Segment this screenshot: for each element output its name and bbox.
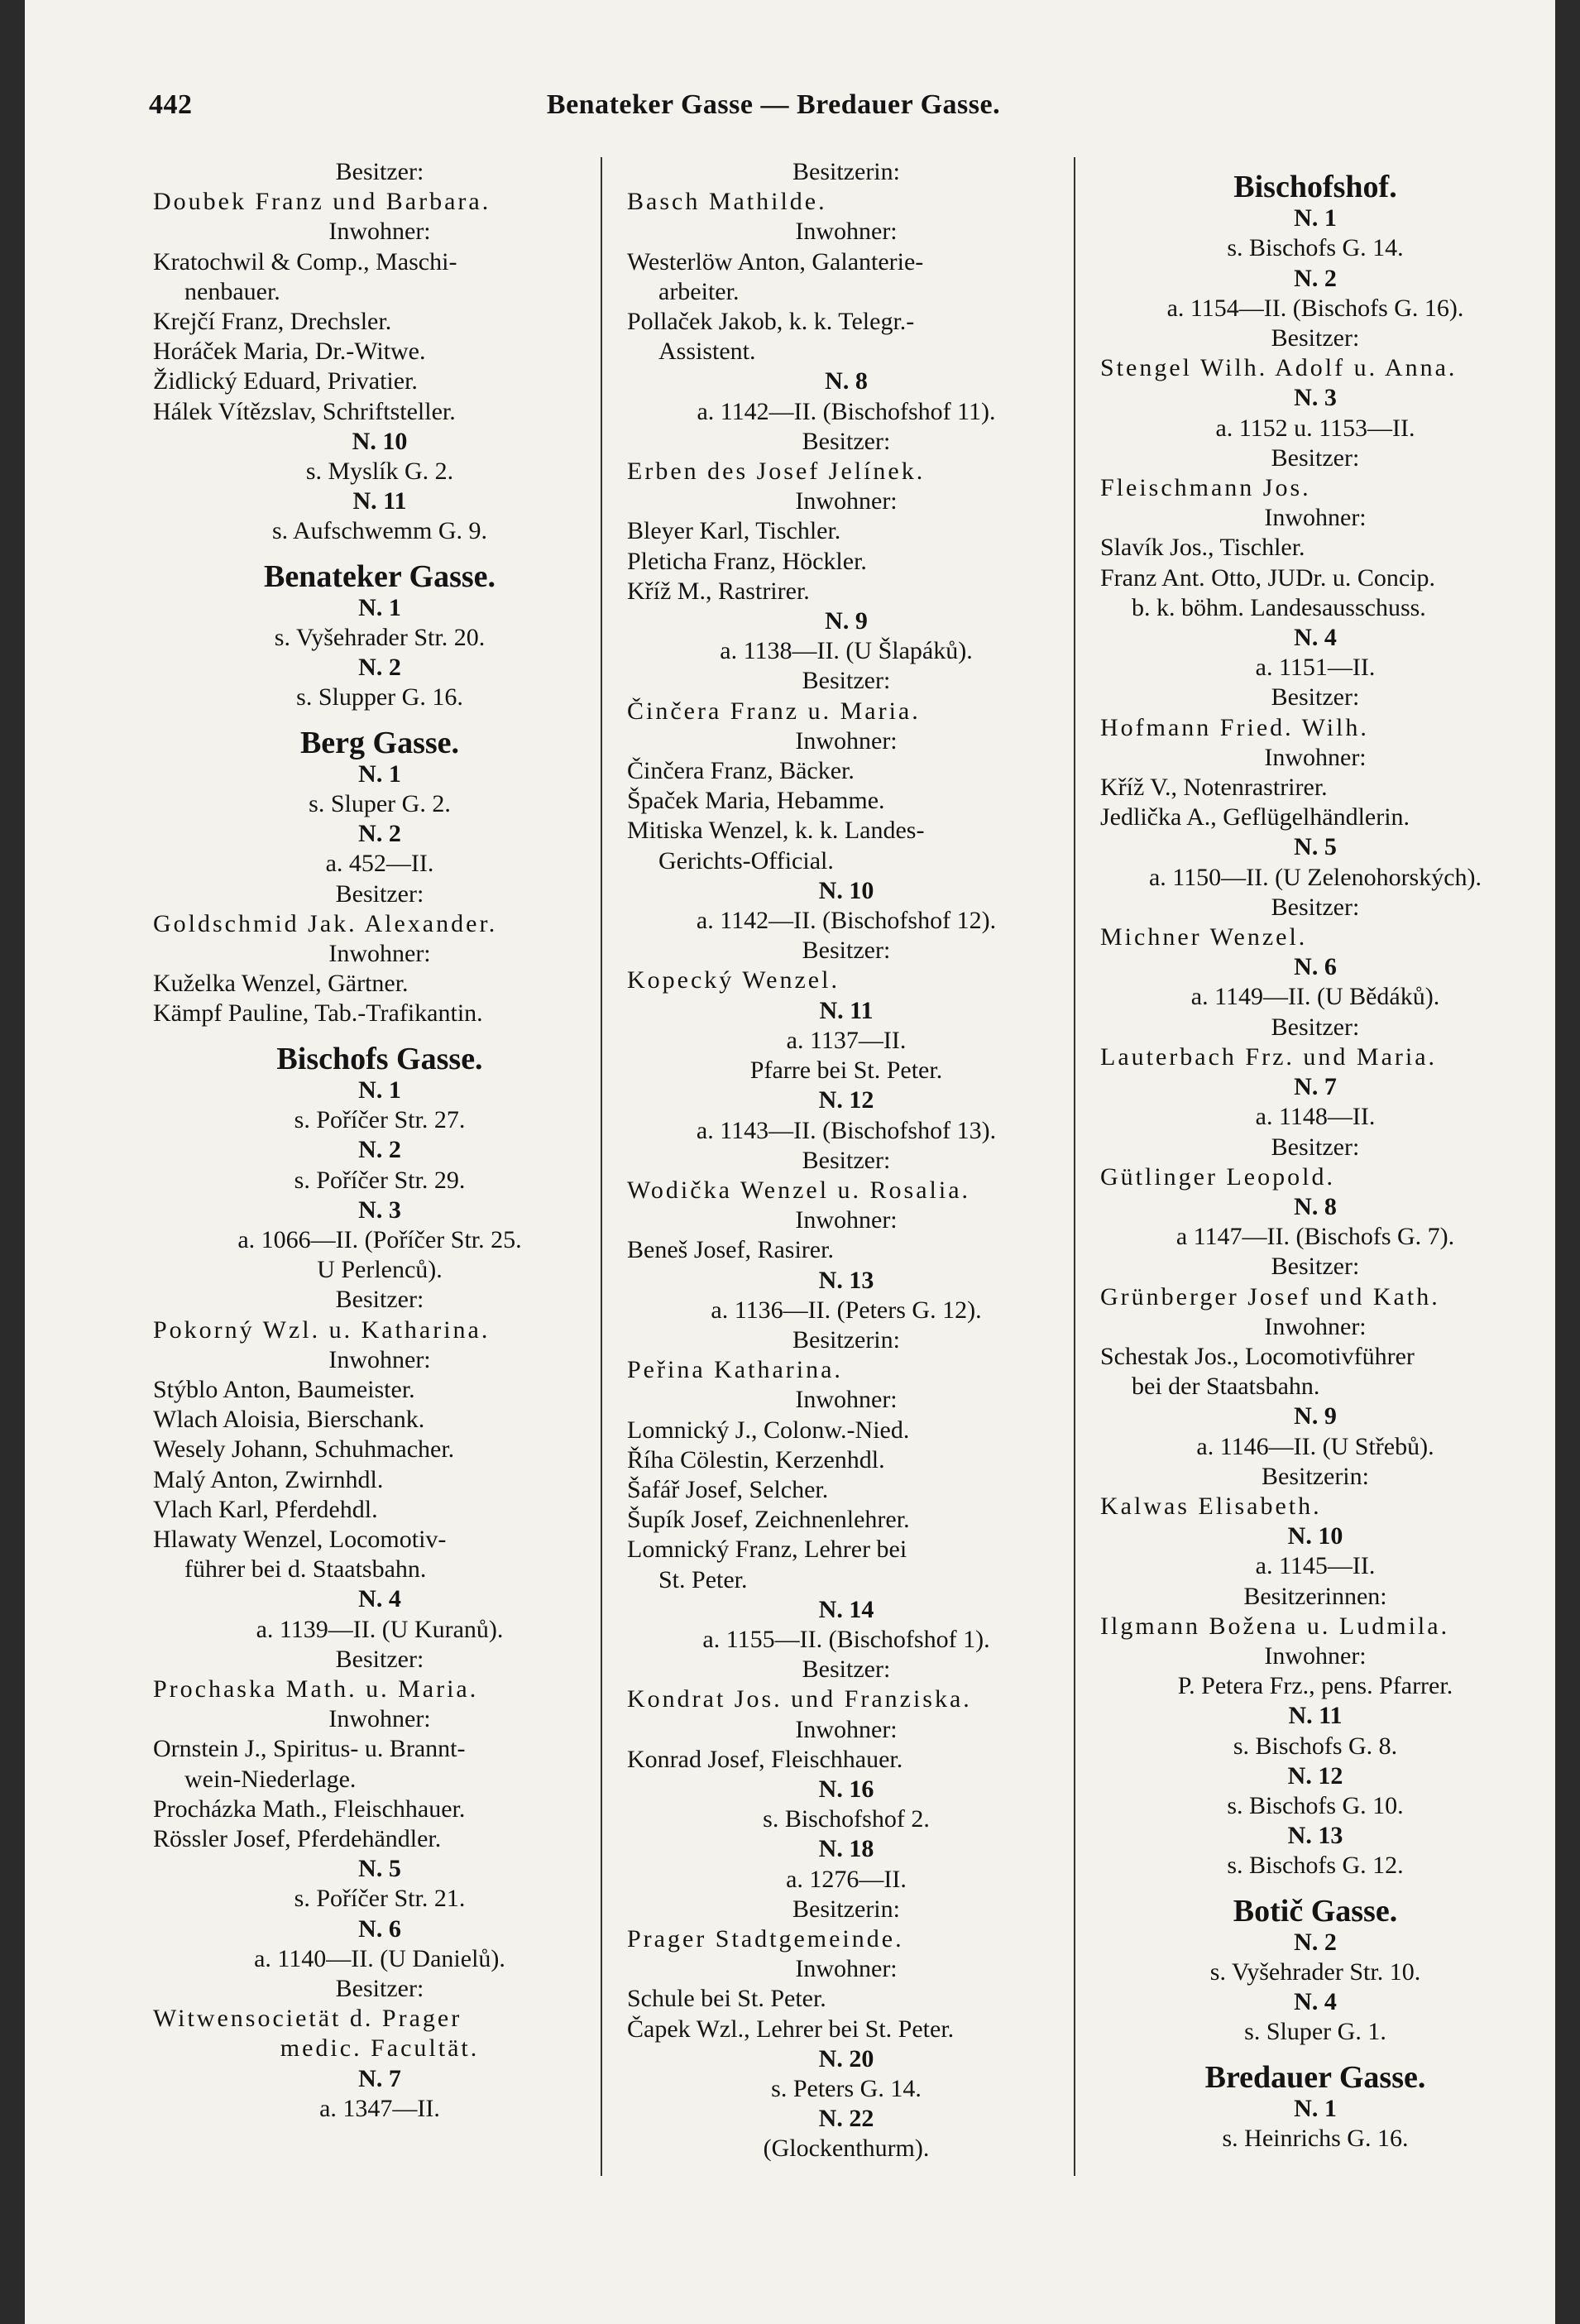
street-heading: Botič Gasse. bbox=[1233, 1893, 1398, 1929]
house-number: N. 3 bbox=[358, 1196, 401, 1224]
column-3 bbox=[1074, 157, 1530, 2176]
owner-name: Basch Mathilde. bbox=[627, 188, 827, 216]
entry-line: Lomnický J., Colonw.-Nied. bbox=[627, 1416, 910, 1444]
entry-label: Besitzerin: bbox=[792, 1895, 900, 1923]
entry-line: Slavík Jos., Tischler. bbox=[1100, 534, 1305, 562]
house-number: N. 9 bbox=[1294, 1402, 1337, 1430]
entry-label: s. Bischofshof 2. bbox=[763, 1805, 930, 1833]
entry-label: a. 1148—II. bbox=[1255, 1103, 1376, 1131]
house-number: N. 1 bbox=[358, 759, 401, 788]
entry-line: Procházka Math., Fleischhauer. bbox=[153, 1795, 466, 1823]
entry-label: Besitzer: bbox=[802, 1656, 891, 1684]
entry-label: s. Myslík G. 2. bbox=[305, 458, 454, 486]
entry-line: Malý Anton, Zwirnhdl. bbox=[153, 1465, 384, 1493]
entry-line: Franz Ant. Otto, JUDr. u. Concip. bbox=[1100, 563, 1435, 592]
entry-line: Mitiska Wenzel, k. k. Landes- bbox=[627, 817, 925, 845]
entry-line: Schule bei St. Peter. bbox=[627, 1985, 826, 2013]
entry-label: Besitzer: bbox=[1271, 893, 1360, 921]
entry-line: Kříž V., Notenrastrirer. bbox=[1100, 774, 1328, 802]
entry-label: Inwohner: bbox=[795, 1206, 898, 1234]
entry-label: a. 1143—II. (Bischofshof 13). bbox=[696, 1116, 997, 1144]
entry-label: s. Poříčer Str. 27. bbox=[294, 1106, 466, 1134]
owner-name: Wodička Wenzel u. Rosalia. bbox=[627, 1176, 971, 1204]
house-number: N. 13 bbox=[1287, 1822, 1343, 1850]
entry-label: a. 1140—II. (U Danielů). bbox=[254, 1944, 505, 1972]
house-number: N. 16 bbox=[818, 1775, 874, 1803]
entry-label: Inwohner: bbox=[328, 940, 431, 968]
street-heading: Benateker Gasse. bbox=[263, 558, 496, 594]
entry-label: Besitzer: bbox=[1271, 1133, 1360, 1161]
house-number: N. 1 bbox=[358, 1076, 401, 1104]
entry-line: b. k. böhm. Landesausschuss. bbox=[1132, 593, 1426, 621]
entry-line: Jedlička A., Geflügelhändlerin. bbox=[1100, 803, 1410, 831]
entry-line: Rössler Josef, Pferdehändler. bbox=[153, 1824, 442, 1852]
entry-label: s. Sluper G. 1. bbox=[1244, 2018, 1386, 2046]
entry-label: Besitzer: bbox=[802, 427, 891, 455]
entry-label: U Perlenců). bbox=[317, 1256, 443, 1284]
entry-line: Assistent. bbox=[658, 338, 756, 366]
entry-label: a. 452—II. bbox=[325, 850, 434, 878]
owner-name: Ilgmann Božena u. Ludmila. bbox=[1100, 1612, 1450, 1640]
entry-line: Špaček Maria, Hebamme. bbox=[627, 787, 885, 815]
entry-label: a. 1137—II. bbox=[786, 1026, 907, 1054]
owner-name: Fleischmann Jos. bbox=[1100, 474, 1311, 502]
entry-label: Besitzer: bbox=[1271, 1253, 1360, 1281]
owner-name: Witwensocietät d. Prager bbox=[153, 2005, 462, 2033]
entry-label: s. Bischofs G. 8. bbox=[1233, 1732, 1398, 1760]
page-header bbox=[149, 89, 1398, 131]
entry-label: Besitzer: bbox=[1271, 324, 1360, 352]
house-number: N. 12 bbox=[1287, 1761, 1343, 1790]
house-number: N. 18 bbox=[818, 1835, 874, 1863]
entry-line: Činčera Franz, Bäcker. bbox=[627, 757, 855, 785]
entry-label: s. Vyšehrader Str. 10. bbox=[1209, 1957, 1421, 1986]
house-number: N. 7 bbox=[358, 2064, 401, 2092]
house-number: N. 22 bbox=[818, 2105, 874, 2133]
entry-line: Pleticha Franz, Höckler. bbox=[627, 547, 867, 575]
entry-label: Besitzer: bbox=[335, 1974, 424, 2002]
house-number: N. 20 bbox=[818, 2044, 874, 2072]
entry-line: Beneš Josef, Rasirer. bbox=[627, 1236, 834, 1264]
entry-line: Vlach Karl, Pferdehdl. bbox=[153, 1495, 378, 1523]
house-number: N. 2 bbox=[358, 654, 401, 682]
house-number: N. 1 bbox=[1294, 204, 1337, 232]
owner-name: Kondrat Jos. und Franziska. bbox=[627, 1685, 972, 1713]
entry-label: Inwohner: bbox=[1264, 504, 1367, 532]
entry-label: Inwohner: bbox=[795, 218, 898, 246]
house-number: N. 5 bbox=[358, 1855, 401, 1883]
house-number: N. 3 bbox=[1294, 384, 1337, 412]
owner-name: Prager Stadtgemeinde. bbox=[627, 1924, 904, 1953]
entry-line: Lomnický Franz, Lehrer bei bbox=[627, 1536, 907, 1564]
entry-label: Inwohner: bbox=[1264, 1312, 1367, 1340]
entry-label: s. Heinrichs G. 16. bbox=[1222, 2125, 1409, 2152]
house-number: N. 4 bbox=[1294, 624, 1337, 652]
entry-label: P. Petera Frz., pens. Pfarrer. bbox=[1177, 1672, 1453, 1700]
entry-label: Inwohner: bbox=[1264, 743, 1367, 771]
entry-label: Inwohner: bbox=[328, 218, 431, 246]
entry-label: a. 1146—II. (U Střebů). bbox=[1196, 1432, 1434, 1460]
entry-label: Pfarre bei St. Peter. bbox=[749, 1057, 943, 1085]
entry-label: a. 1155—II. (Bischofshof 1). bbox=[702, 1625, 990, 1653]
owner-name: Lauterbach Frz. und Maria. bbox=[1100, 1042, 1438, 1071]
entry-line: Hálek Vítězslav, Schriftsteller. bbox=[153, 397, 456, 425]
entry-line: nenbauer. bbox=[184, 277, 280, 305]
entry-line: Horáček Maria, Dr.-Witwe. bbox=[153, 338, 426, 366]
entry-label: Besitzerin: bbox=[1262, 1462, 1369, 1490]
entry-line: Westerlöw Anton, Galanterie- bbox=[627, 247, 924, 276]
entry-label: s. Bischofs G. 12. bbox=[1227, 1852, 1404, 1880]
house-number: N. 4 bbox=[1294, 1988, 1337, 2016]
owner-name: Prochaska Math. u. Maria. bbox=[153, 1675, 479, 1703]
house-number: N. 4 bbox=[358, 1585, 401, 1613]
entry-line: Kämpf Pauline, Tab.-Trafikantin. bbox=[153, 999, 483, 1028]
entry-line: Wlach Aloisia, Bierschank. bbox=[153, 1406, 425, 1434]
owner-name: Grünberger Josef und Kath. bbox=[1100, 1282, 1440, 1311]
entry-label: a. 1145—II. bbox=[1255, 1552, 1376, 1580]
house-number: N. 2 bbox=[1294, 1928, 1337, 1956]
entry-label: Besitzer: bbox=[335, 879, 424, 908]
entry-line: Bleyer Karl, Tischler. bbox=[627, 517, 841, 545]
entry-label: Besitzer: bbox=[335, 1645, 424, 1673]
entry-label: a. 1150—II. (U Zelenohorských). bbox=[1148, 863, 1482, 891]
owner-name: Michner Wenzel. bbox=[1100, 923, 1308, 951]
entry-label: a. 1138—II. (U Šlapáků). bbox=[720, 637, 973, 665]
entry-label: a. 1151—II. bbox=[1255, 654, 1376, 682]
entry-label: s. Poříčer Str. 21. bbox=[294, 1885, 466, 1913]
entry-line: St. Peter. bbox=[658, 1565, 748, 1593]
entry-label: Besitzer: bbox=[335, 1286, 424, 1314]
entry-label: a. 1276—II. bbox=[786, 1865, 907, 1893]
entry-label: Besitzerinnen: bbox=[1243, 1582, 1387, 1610]
street-heading: Berg Gasse. bbox=[299, 725, 460, 760]
house-number: N. 6 bbox=[1294, 953, 1337, 981]
entry-label: Besitzerin: bbox=[792, 158, 900, 185]
entry-label: a. 1142—II. (Bischofshof 12). bbox=[696, 907, 997, 935]
street-heading: Bischofs Gasse. bbox=[276, 1041, 483, 1076]
house-number: N. 8 bbox=[1294, 1192, 1337, 1220]
owner-name: Hofmann Fried. Wilh. bbox=[1100, 713, 1369, 741]
entry-line: arbeiter. bbox=[658, 277, 740, 305]
entry-label: Besitzer: bbox=[335, 158, 424, 185]
entry-label: Besitzer: bbox=[1271, 683, 1360, 712]
entry-line: Stýblo Anton, Baumeister. bbox=[153, 1375, 415, 1403]
entry-line: Hlawaty Wenzel, Locomotiv- bbox=[153, 1525, 447, 1553]
entry-line: Krejčí Franz, Drechsler. bbox=[153, 308, 392, 336]
entry-label: Besitzer: bbox=[1271, 1013, 1360, 1041]
entry-label: Inwohner: bbox=[795, 1386, 898, 1414]
column-2 bbox=[601, 157, 1065, 2176]
house-number: N. 2 bbox=[358, 820, 401, 848]
owner-name: Goldschmid Jak. Alexander. bbox=[153, 909, 498, 937]
entry-label: s. Vyšehrader Str. 20. bbox=[274, 624, 486, 652]
page-title: Benateker Gasse — Bredauer Gasse. bbox=[546, 89, 1001, 120]
owner-name: Pokorný Wzl. u. Katharina. bbox=[153, 1315, 491, 1344]
entry-line: Židlický Eduard, Privatier. bbox=[153, 367, 418, 395]
entry-line: bei der Staatsbahn. bbox=[1132, 1373, 1320, 1401]
entry-label: s. Bischofs G. 14. bbox=[1227, 234, 1404, 262]
street-heading: Bischofshof. bbox=[1233, 170, 1397, 204]
entry-line: Šupík Josef, Zeichnenlehrer. bbox=[627, 1506, 910, 1534]
entry-label: a. 1142—II. (Bischofshof 11). bbox=[697, 397, 996, 425]
entry-label: s. Sluper G. 2. bbox=[309, 790, 451, 818]
entry-label: Inwohner: bbox=[328, 1705, 431, 1733]
entry-label: s. Aufschwemm G. 9. bbox=[272, 517, 487, 545]
entry-line: Kříž M., Rastrirer. bbox=[627, 577, 810, 605]
house-number: N. 5 bbox=[1294, 833, 1337, 861]
entry-label: Inwohner: bbox=[795, 726, 898, 755]
house-number: N. 2 bbox=[1294, 264, 1337, 292]
house-number: N. 1 bbox=[1294, 2094, 1337, 2122]
house-number: N. 11 bbox=[1288, 1702, 1343, 1730]
entry-label: Besitzerin: bbox=[792, 1325, 900, 1354]
entry-label: a. 1154—II. (Bischofs G. 16). bbox=[1166, 294, 1464, 322]
street-heading: Bredauer Gasse. bbox=[1204, 2059, 1426, 2095]
owner-name: Peřina Katharina. bbox=[627, 1356, 843, 1384]
entry-line: Schestak Jos., Locomotivführer bbox=[1100, 1342, 1415, 1370]
entry-label: s. Slupper G. 16. bbox=[296, 683, 463, 712]
entry-label: (Glockenthurm). bbox=[763, 2135, 930, 2163]
owner-name: Doubek Franz und Barbara. bbox=[153, 188, 491, 216]
page-number: 442 bbox=[149, 89, 193, 120]
entry-label: Besitzer: bbox=[802, 667, 891, 695]
house-number: N. 12 bbox=[818, 1086, 874, 1114]
house-number: N. 8 bbox=[825, 367, 868, 395]
owner-name: Kopecký Wenzel. bbox=[627, 966, 840, 994]
house-number: N. 1 bbox=[358, 593, 401, 621]
entry-line: führer bei d. Staatsbahn. bbox=[184, 1555, 427, 1584]
entry-label: Inwohner: bbox=[795, 1715, 898, 1743]
entry-line: Gerichts-Official. bbox=[658, 846, 834, 874]
owner-name: Stengel Wilh. Adolf u. Anna. bbox=[1100, 354, 1458, 382]
owner-name: medic. Facultät. bbox=[280, 2034, 480, 2063]
entry-label: s. Poříčer Str. 29. bbox=[294, 1166, 466, 1194]
house-number: N. 10 bbox=[818, 876, 874, 904]
entry-label: Inwohner: bbox=[328, 1345, 431, 1373]
entry-line: Kratochwil & Comp., Maschi- bbox=[153, 247, 457, 276]
entry-label: s. Peters G. 14. bbox=[771, 2075, 922, 2102]
entry-label: a. 1152 u. 1153—II. bbox=[1215, 414, 1415, 442]
entry-line: Čapek Wzl., Lehrer bei St. Peter. bbox=[627, 2015, 955, 2043]
house-number: N. 11 bbox=[352, 487, 407, 515]
entry-line: Říha Cölestin, Kerzenhdl. bbox=[627, 1445, 885, 1473]
entry-label: a. 1347—II. bbox=[319, 2094, 440, 2122]
entry-line: Ornstein J., Spiritus- u. Brannt- bbox=[153, 1735, 466, 1763]
entry-label: Besitzer: bbox=[802, 1146, 891, 1174]
entry-label: Besitzer: bbox=[802, 937, 891, 965]
entry-line: Kuželka Wenzel, Gärtner. bbox=[153, 970, 409, 998]
entry-label: Inwohner: bbox=[795, 1955, 898, 1983]
house-number: N. 10 bbox=[1287, 1522, 1343, 1550]
entry-label: a. 1066—II. (Poříčer Str. 25. bbox=[237, 1225, 522, 1253]
house-number: N. 11 bbox=[819, 996, 874, 1024]
entry-label: Besitzer: bbox=[1271, 443, 1360, 472]
house-number: N. 6 bbox=[358, 1914, 401, 1943]
house-number: N. 2 bbox=[358, 1136, 401, 1164]
house-number: N. 9 bbox=[825, 607, 868, 635]
entry-label: s. Bischofs G. 10. bbox=[1227, 1791, 1404, 1819]
entry-line: Pollaček Jakob, k. k. Telegr.- bbox=[627, 308, 915, 336]
column-1 bbox=[153, 157, 606, 2124]
entry-label: a 1147—II. (Bischofs G. 7). bbox=[1175, 1223, 1455, 1251]
owner-name: Erben des Josef Jelínek. bbox=[627, 458, 926, 486]
entry-label: Inwohner: bbox=[1264, 1641, 1367, 1670]
entry-line: Konrad Josef, Fleischhauer. bbox=[627, 1745, 903, 1773]
entry-label: a. 1136—II. (Peters G. 12). bbox=[711, 1296, 982, 1324]
entry-line: Wesely Johann, Schuhmacher. bbox=[153, 1435, 455, 1464]
owner-name: Kalwas Elisabeth. bbox=[1100, 1492, 1322, 1520]
entry-line: Šafář Josef, Selcher. bbox=[627, 1475, 829, 1503]
owner-name: Gütlinger Leopold. bbox=[1100, 1162, 1335, 1191]
house-number: N. 14 bbox=[818, 1595, 874, 1623]
entry-line: wein-Niederlage. bbox=[184, 1765, 357, 1793]
entry-label: a. 1139—II. (U Kuranů). bbox=[256, 1615, 504, 1643]
entry-label: Inwohner: bbox=[795, 487, 898, 515]
entry-label: a. 1149—II. (U Bědáků). bbox=[1190, 983, 1440, 1011]
house-number: N. 10 bbox=[352, 427, 408, 455]
owner-name: Činčera Franz u. Maria. bbox=[627, 697, 921, 725]
house-number: N. 7 bbox=[1294, 1073, 1337, 1101]
house-number: N. 13 bbox=[818, 1266, 874, 1294]
